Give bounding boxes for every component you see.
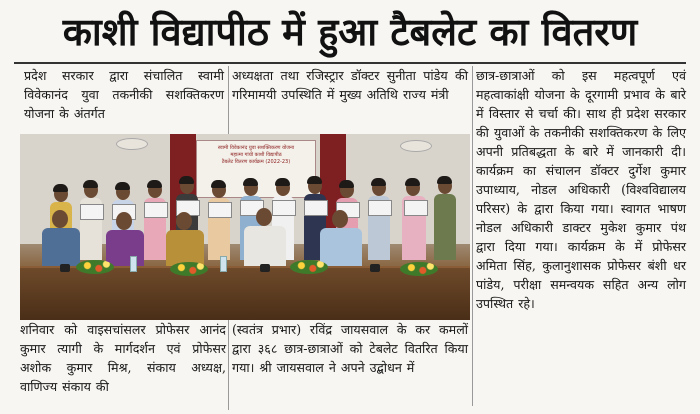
headline: काशी विद्यापीठ में हुआ टैबलेट का वितरण bbox=[62, 10, 638, 54]
column-3-text bbox=[476, 66, 686, 313]
event-photo bbox=[20, 134, 470, 320]
paragraph: अध्यक्षता तथा रजिस्ट्रार डॉक्टर सुनीता पांडेय की गरिमामयी उपस्थिति में मुख्य अतिथि राज्य मंत्री bbox=[232, 68, 468, 102]
microphone-icon bbox=[370, 264, 380, 272]
column-1-bottom-text bbox=[20, 320, 226, 396]
column-divider bbox=[228, 66, 229, 134]
flower-bouquet bbox=[400, 262, 438, 276]
column-2-bottom-text bbox=[232, 320, 468, 377]
paragraph: (स्वतंत्र प्रभार) रविंद्र जायसवाल के कर कमलों द्वारा ३६८ छात्र-छात्राओं को टेबलेट वितरित किया गया। श्री जायसवाल ने अपने उद्बोधन में bbox=[232, 322, 468, 375]
flower-bouquet bbox=[76, 260, 114, 274]
stage-table bbox=[20, 268, 470, 320]
headline-rule bbox=[14, 62, 686, 64]
water-bottle bbox=[130, 256, 137, 272]
flower-bouquet bbox=[170, 262, 208, 276]
ceiling-fan-icon bbox=[116, 138, 148, 150]
water-bottle bbox=[220, 256, 227, 272]
column-2-top-text bbox=[232, 66, 468, 104]
microphone-icon bbox=[60, 264, 70, 272]
paragraph: प्रदेश सरकार द्वारा संचालित स्वामी विवेकानंद युवा तकनीकी सशक्तिकरण योजना के अंतर्गत bbox=[24, 68, 224, 121]
paragraph: शनिवार को वाइसचांसलर प्रोफेसर आनंद कुमार त्यागी के मार्गदर्शन एवं प्रोफेसर अशोक कुमार मिश्र, संकाय अध्यक्ष, वाणिज्य संकाय की bbox=[20, 322, 226, 394]
column-1-top-text bbox=[24, 66, 224, 123]
column-divider bbox=[472, 66, 473, 406]
flower-bouquet bbox=[290, 260, 328, 274]
column-divider bbox=[228, 320, 229, 410]
banner-line: स्वामी विवेकानंद युवा सशक्तिकरण योजना bbox=[217, 145, 295, 151]
ceiling-fan-icon bbox=[400, 140, 432, 152]
banner-line: टैबलेट वितरण कार्यक्रम (2022-23) bbox=[221, 159, 291, 165]
microphone-icon bbox=[260, 264, 270, 272]
banner-line: महात्मा गांधी काशी विद्यापीठ bbox=[230, 152, 282, 158]
paragraph: छात्र-छात्राओं को इस महत्वपूर्ण एवं महत्वाकांक्षी योजना के दूरगामी प्रभाव के बारे में विस्तार से चर्चा की। साथ ही प्रदेश सरकार की युवाओं के तकनीकी सशक्तिकरण के लिए अपनी प्रतिबद्धता के बारे में जानकारी दी। कार्यक्रम का संचालन डॉक्टर दुर्गेश कुमार उपाध्याय, नोडल अधिकारी (विश्वविद्यालय परिसर) के द्वारा किया गया। स्वागत भाषण नोडल अधिकारी डाक्टर मुकेश कुमार पंथ द्वारा दिया गया। कार्यक्रम के में प्रोफेसर अमिता सिंह, कुलानुशासक प्रोफेसर बंशी धर पांडेय, परीक्षा समन्वयक सहित अन्य लोग उपस्थित रहे। bbox=[476, 68, 686, 311]
